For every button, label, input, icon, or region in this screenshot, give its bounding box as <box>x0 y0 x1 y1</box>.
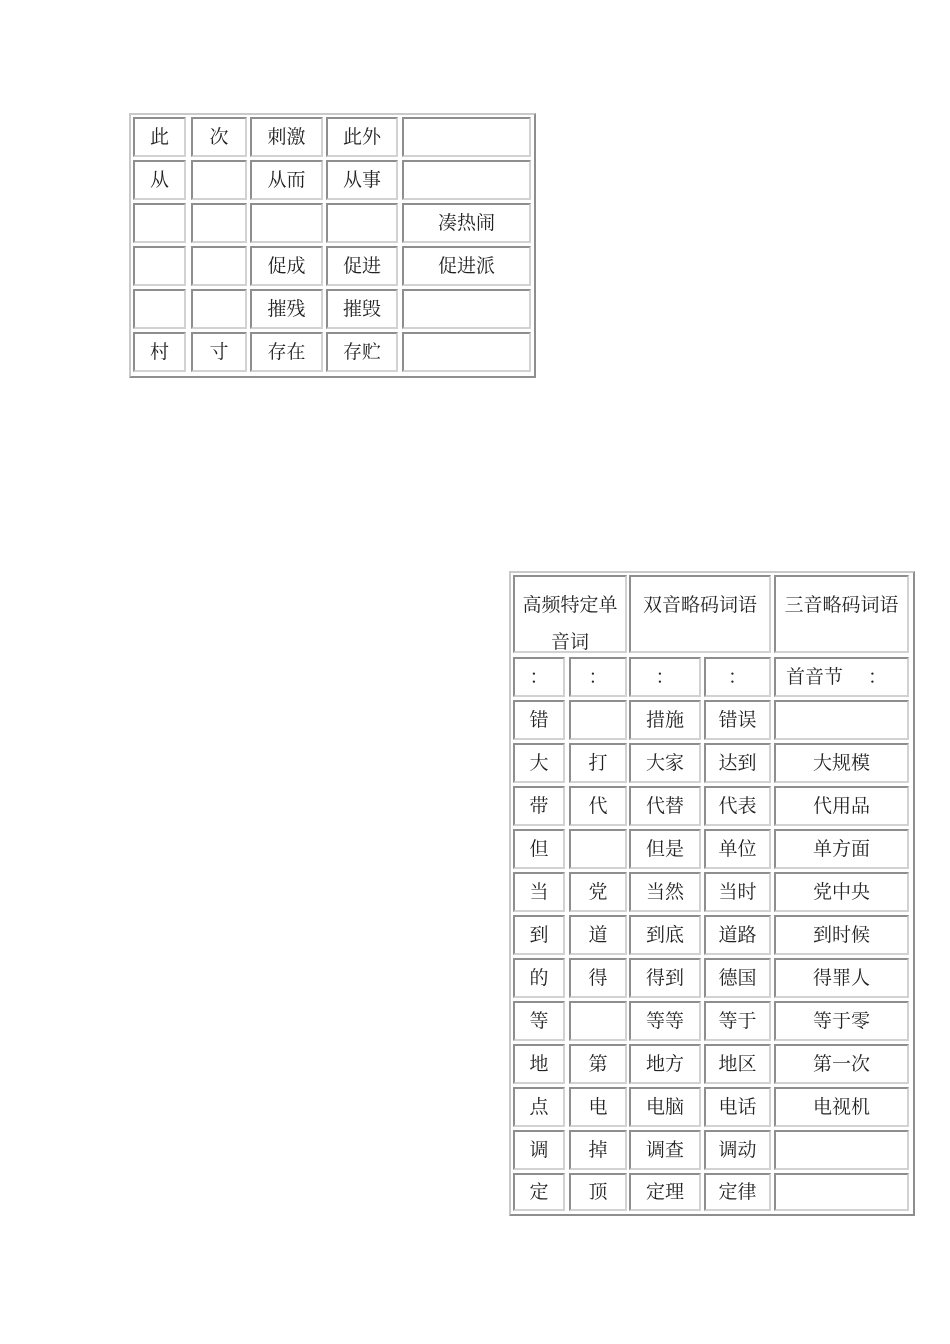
table-cell: 大规模 <box>774 743 909 783</box>
table-cell: 定 <box>513 1173 565 1211</box>
table-cell: 电 <box>569 1087 627 1127</box>
table-cell <box>569 700 627 740</box>
table-cell <box>133 289 186 329</box>
table-cell: 刺激 <box>250 117 323 157</box>
table-cell: 到时候 <box>774 915 909 955</box>
table-cell <box>402 332 531 372</box>
table-cell <box>402 117 531 157</box>
table-cell: 促成 <box>250 246 323 286</box>
table-cell: 顶 <box>569 1173 627 1211</box>
table-cell: 的 <box>513 958 565 998</box>
header-cell: 高频特定单音词 <box>513 575 627 653</box>
subheader-cell: ： <box>704 657 771 697</box>
table-cell: 代用品 <box>774 786 909 826</box>
table-cell: 此 <box>133 117 186 157</box>
table-cell: 从 <box>133 160 186 200</box>
table-cell: 代替 <box>629 786 701 826</box>
table-cell: 当然 <box>629 872 701 912</box>
table-cell: 地 <box>513 1044 565 1084</box>
subheader-cell: ： <box>513 657 565 697</box>
table-cell: 电视机 <box>774 1087 909 1127</box>
table-cell <box>133 203 186 243</box>
table-cell: 促进 <box>326 246 398 286</box>
table-cell: 带 <box>513 786 565 826</box>
table-cell <box>569 1001 627 1041</box>
table-cell <box>133 246 186 286</box>
table-cell: 代表 <box>704 786 771 826</box>
subheader-cell: ： <box>629 657 701 697</box>
table-cell: 党中央 <box>774 872 909 912</box>
table-cell: 此外 <box>326 117 398 157</box>
table-cell <box>774 1130 909 1170</box>
table-cell: 调 <box>513 1130 565 1170</box>
table-cell: 但是 <box>629 829 701 869</box>
table-cell: 促进派 <box>402 246 531 286</box>
table-cell: 当 <box>513 872 565 912</box>
table-cell: 掉 <box>569 1130 627 1170</box>
table-cell: 定律 <box>704 1173 771 1211</box>
table-cell: 党 <box>569 872 627 912</box>
table-cell <box>191 203 247 243</box>
table-cell: 地区 <box>704 1044 771 1084</box>
table-cell: 电话 <box>704 1087 771 1127</box>
table-cell: 寸 <box>191 332 247 372</box>
table-cell: 错误 <box>704 700 771 740</box>
table-cell: 单位 <box>704 829 771 869</box>
table-cell: 凑热闹 <box>402 203 531 243</box>
table-cell: 达到 <box>704 743 771 783</box>
header-cell: 三音略码词语 <box>774 575 909 653</box>
table-cell: 电脑 <box>629 1087 701 1127</box>
table-cell: 代 <box>569 786 627 826</box>
table-cell: 调查 <box>629 1130 701 1170</box>
table-cell: 从事 <box>326 160 398 200</box>
table-cell <box>774 700 909 740</box>
table-cell: 存在 <box>250 332 323 372</box>
header-cell: 双音略码词语 <box>629 575 771 653</box>
table-cell <box>191 246 247 286</box>
table-cell: 到 <box>513 915 565 955</box>
table-cell: 地方 <box>629 1044 701 1084</box>
table-cell <box>402 289 531 329</box>
subheader-cell: 首音节 ： <box>774 657 909 697</box>
table-cell: 得罪人 <box>774 958 909 998</box>
table-cell: 得到 <box>629 958 701 998</box>
table-cell: 等 <box>513 1001 565 1041</box>
table-cell: 德国 <box>704 958 771 998</box>
table-cell: 等于 <box>704 1001 771 1041</box>
table-cell: 大家 <box>629 743 701 783</box>
table-cell: 但 <box>513 829 565 869</box>
table-cell <box>402 160 531 200</box>
table-cell: 从而 <box>250 160 323 200</box>
table-cell: 大 <box>513 743 565 783</box>
table-cell: 点 <box>513 1087 565 1127</box>
table-cell: 得 <box>569 958 627 998</box>
table-cell <box>191 160 247 200</box>
table-cell: 打 <box>569 743 627 783</box>
table-cell: 第一次 <box>774 1044 909 1084</box>
subheader-cell: ： <box>569 657 627 697</box>
word-table-1 <box>129 113 536 378</box>
word-table-2 <box>509 571 915 1216</box>
table-cell: 等等 <box>629 1001 701 1041</box>
table-cell: 存贮 <box>326 332 398 372</box>
table-cell <box>191 289 247 329</box>
table-cell: 第 <box>569 1044 627 1084</box>
table-cell: 等于零 <box>774 1001 909 1041</box>
table-cell <box>569 829 627 869</box>
table-cell: 道路 <box>704 915 771 955</box>
table-cell: 次 <box>191 117 247 157</box>
table-cell: 摧毁 <box>326 289 398 329</box>
table-cell <box>774 1173 909 1211</box>
table-cell: 定理 <box>629 1173 701 1211</box>
table-cell: 摧残 <box>250 289 323 329</box>
table-cell: 措施 <box>629 700 701 740</box>
table-cell: 道 <box>569 915 627 955</box>
table-cell: 错 <box>513 700 565 740</box>
table-cell: 到底 <box>629 915 701 955</box>
table-cell <box>250 203 323 243</box>
table-cell: 当时 <box>704 872 771 912</box>
table-cell: 单方面 <box>774 829 909 869</box>
table-cell: 调动 <box>704 1130 771 1170</box>
table-cell <box>326 203 398 243</box>
table-cell: 村 <box>133 332 186 372</box>
